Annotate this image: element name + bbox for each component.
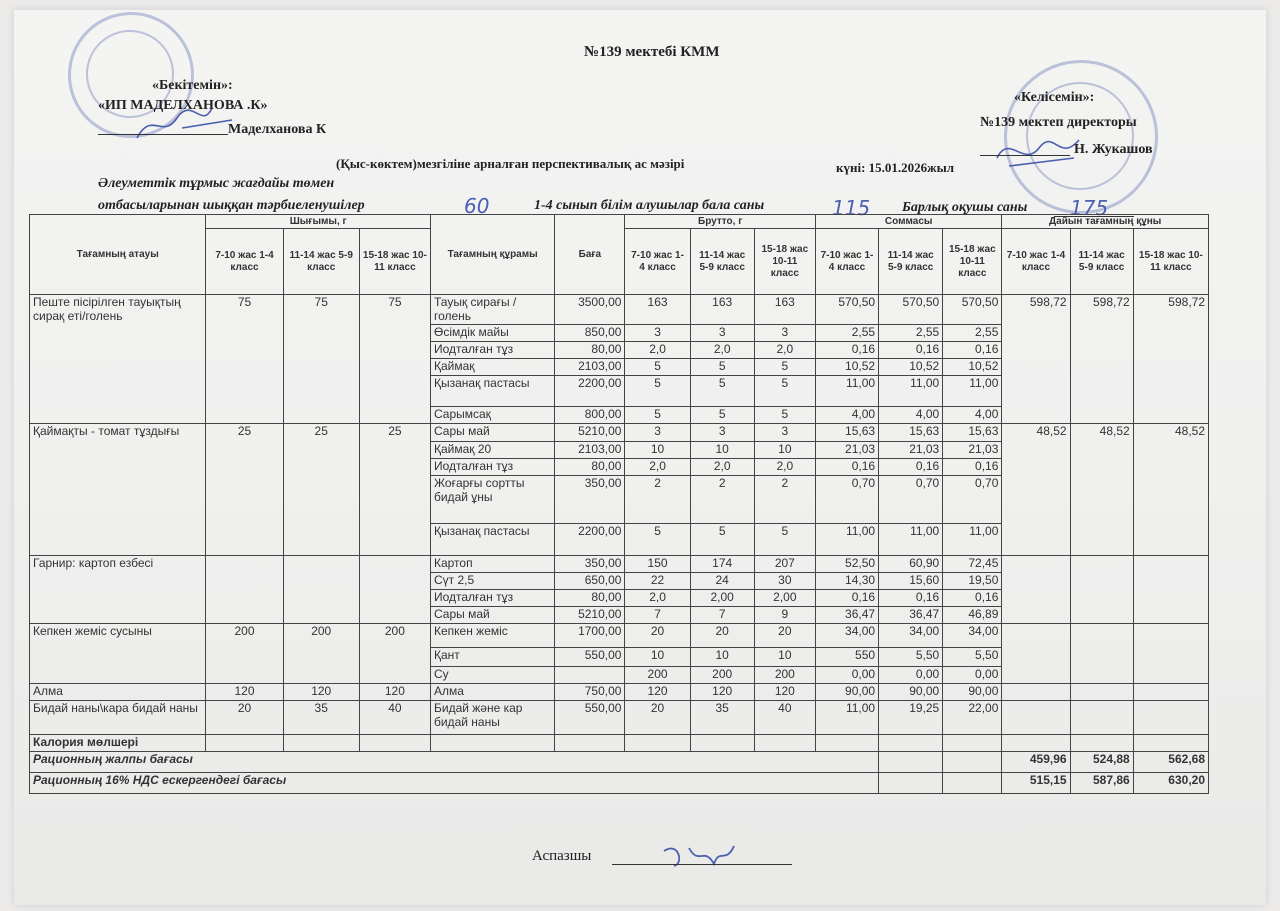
ready-cost: 598,72	[1133, 295, 1208, 424]
empty-cell	[943, 773, 1002, 794]
yield-value: 20	[206, 701, 283, 735]
header-ready: Дайын тағамның құны	[1002, 215, 1209, 229]
empty-cell	[625, 735, 690, 752]
total-label: Барлық оқушы саны	[902, 200, 1028, 215]
gross-value: 150	[625, 556, 690, 573]
ready-cost	[1070, 556, 1133, 624]
total-value: 562,68	[1133, 752, 1208, 773]
gross-value: 2,0	[754, 342, 815, 359]
gross-value: 2,00	[690, 590, 754, 607]
sum-value: 0,16	[943, 342, 1002, 359]
sum-value: 15,63	[879, 424, 943, 442]
empty-cell	[943, 735, 1002, 752]
ingredient: Иодталған тұз	[430, 590, 554, 607]
gross-value: 3	[625, 325, 690, 342]
sum-value: 4,00	[815, 407, 878, 424]
gross-value: 5	[690, 376, 754, 407]
gross-value: 40	[754, 701, 815, 735]
table-row	[30, 424, 1209, 442]
sum-value: 19,50	[943, 573, 1002, 590]
ready-cost	[1070, 624, 1133, 684]
sum-value: 0,00	[943, 667, 1002, 684]
gross-value: 5	[754, 376, 815, 407]
sum-value: 15,60	[879, 573, 943, 590]
yield-value: 200	[359, 624, 430, 684]
sum-value: 22,00	[943, 701, 1002, 735]
sum-value: 5,50	[943, 648, 1002, 667]
price: 2103,00	[555, 442, 625, 459]
ingredient: Иодталған тұз	[430, 459, 554, 476]
sum-value: 0,70	[879, 476, 943, 524]
gross-value: 2,0	[754, 459, 815, 476]
dish-name: Кепкен жеміс сусыны	[30, 624, 206, 684]
yield-value: 75	[283, 295, 359, 424]
ingredient: Қызанақ пастасы	[430, 524, 554, 556]
sum-value: 0,16	[879, 590, 943, 607]
gross-value: 5	[625, 524, 690, 556]
sum-value: 2,55	[879, 325, 943, 342]
header-sum-col: 15-18 жас 10-11 класс	[943, 229, 1002, 295]
calorie-label: Калория мөлшері	[30, 735, 206, 752]
yield-value	[359, 556, 430, 624]
sum-value: 60,90	[879, 556, 943, 573]
empty-cell	[879, 752, 943, 773]
header-gross: Брутто, г	[625, 215, 815, 229]
school-title: №139 мектебі КММ	[584, 44, 720, 60]
header-composition: Тағамның құрамы	[430, 215, 554, 295]
gross-value: 10	[625, 648, 690, 667]
header-ready-col: 7-10 жас 1-4 класс	[1002, 229, 1070, 295]
vat-value: 587,86	[1070, 773, 1133, 794]
gross-value: 5	[690, 407, 754, 424]
header-dish: Тағамның атауы	[30, 215, 206, 295]
cook-signature-line	[612, 864, 792, 865]
empty-cell	[879, 773, 943, 794]
sum-value: 15,63	[815, 424, 878, 442]
header-yield-col: 15-18 жас 10-11 класс	[359, 229, 430, 295]
sum-value: 10,52	[943, 359, 1002, 376]
agree-label: «Келісемін»:	[1014, 90, 1095, 105]
yield-value: 75	[359, 295, 430, 424]
sum-value: 2,55	[943, 325, 1002, 342]
ingredient: Картоп	[430, 556, 554, 573]
gross-value: 10	[625, 442, 690, 459]
sum-value: 0,00	[879, 667, 943, 684]
price: 5210,00	[555, 607, 625, 624]
gross-value: 5	[690, 524, 754, 556]
approve-label: «Бекітемін»:	[152, 78, 233, 93]
ingredient: Су	[430, 667, 554, 684]
gross-value: 30	[754, 573, 815, 590]
ready-cost	[1002, 624, 1070, 684]
gross-value: 2	[625, 476, 690, 524]
gross-value: 200	[754, 667, 815, 684]
empty-cell	[754, 735, 815, 752]
social-line-1: Әлеуметтік тұрмыс жағдайы төмен	[98, 176, 335, 191]
gross-value: 2,0	[625, 342, 690, 359]
gross-value: 3	[690, 424, 754, 442]
gross-value: 200	[690, 667, 754, 684]
ingredient: Сары май	[430, 607, 554, 624]
header-price: Баға	[555, 215, 625, 295]
sum-value: 570,50	[879, 295, 943, 325]
gross-value: 2,0	[690, 459, 754, 476]
gross-value: 20	[625, 624, 690, 648]
price: 750,00	[555, 684, 625, 701]
ready-cost	[1002, 684, 1070, 701]
sum-value: 0,16	[815, 590, 878, 607]
gross-value: 20	[625, 701, 690, 735]
cook-signature	[654, 836, 744, 876]
sum-value: 10,52	[879, 359, 943, 376]
sum-value: 36,47	[815, 607, 878, 624]
gross-value: 9	[754, 607, 815, 624]
ready-cost	[1070, 701, 1133, 735]
grade-label: 1-4 сынып білім алушылар бала саны	[534, 198, 765, 213]
price: 5210,00	[555, 424, 625, 442]
sum-value: 90,00	[943, 684, 1002, 701]
ingredient: Өсімдік майы	[430, 325, 554, 342]
dish-name: Бидай наны\кара бидай наны	[30, 701, 206, 735]
empty-cell	[1070, 735, 1133, 752]
yield-value: 25	[206, 424, 283, 556]
gross-value: 20	[690, 624, 754, 648]
price: 550,00	[555, 648, 625, 667]
yield-value: 25	[283, 424, 359, 556]
sum-value: 11,00	[879, 524, 943, 556]
price: 2103,00	[555, 359, 625, 376]
gross-value: 5	[754, 407, 815, 424]
social-count: 60	[464, 194, 490, 218]
sum-value: 0,16	[815, 459, 878, 476]
ingredient: Алма	[430, 684, 554, 701]
vat-label: Рационның 16% НДС ескергендегі бағасы	[30, 773, 879, 794]
header-yield-col: 7-10 жас 1-4 класс	[206, 229, 283, 295]
ingredient: Сарымсақ	[430, 407, 554, 424]
header-gross-col: 7-10 жас 1-4 класс	[625, 229, 690, 295]
gross-value: 10	[690, 648, 754, 667]
menu-table	[29, 214, 1209, 794]
ingredient: Сүт 2,5	[430, 573, 554, 590]
gross-value: 5	[625, 376, 690, 407]
gross-value: 2,00	[754, 590, 815, 607]
header-gross-col: 15-18 жас 10-11 класс	[754, 229, 815, 295]
empty-cell	[1133, 735, 1208, 752]
gross-value: 5	[754, 524, 815, 556]
ingredient: Иодталған тұз	[430, 342, 554, 359]
yield-value: 25	[359, 424, 430, 556]
ready-cost: 48,52	[1133, 424, 1208, 556]
sum-value: 36,47	[879, 607, 943, 624]
empty-cell	[206, 735, 283, 752]
total-value: 459,96	[1002, 752, 1070, 773]
empty-cell	[555, 735, 625, 752]
approve-org: «ИП МАДЕЛХАНОВА .К»	[98, 98, 268, 113]
gross-value: 3	[625, 424, 690, 442]
dish-name: Гарнир: картоп езбесі	[30, 556, 206, 624]
gross-value: 5	[625, 407, 690, 424]
vat-value: 630,20	[1133, 773, 1208, 794]
sum-value: 0,70	[943, 476, 1002, 524]
ready-cost: 598,72	[1070, 295, 1133, 424]
gross-value: 5	[690, 359, 754, 376]
sum-value: 46,89	[943, 607, 1002, 624]
sum-value: 4,00	[879, 407, 943, 424]
menu-title: (Қыс-көктем)мезгіліне арналған перспективалық ас мәзірі	[336, 156, 685, 171]
table-row	[30, 556, 1209, 573]
price: 2200,00	[555, 524, 625, 556]
header-sum-col: 11-14 жас 5-9 класс	[879, 229, 943, 295]
empty-cell	[815, 735, 878, 752]
sum-value: 11,00	[815, 701, 878, 735]
yield-value: 200	[283, 624, 359, 684]
table-row	[30, 624, 1209, 648]
gross-value: 2,0	[690, 342, 754, 359]
dish-name: Алма	[30, 684, 206, 701]
ready-cost	[1002, 701, 1070, 735]
price: 80,00	[555, 459, 625, 476]
sum-value: 11,00	[943, 524, 1002, 556]
empty-cell	[359, 735, 430, 752]
sum-value: 11,00	[815, 376, 878, 407]
gross-value: 7	[625, 607, 690, 624]
approve-name: Маделханова К	[228, 122, 327, 137]
ingredient: Кепкен жеміс	[430, 624, 554, 648]
sum-value: 19,25	[879, 701, 943, 735]
price: 350,00	[555, 556, 625, 573]
calorie-row	[30, 735, 1209, 752]
sum-value: 21,03	[879, 442, 943, 459]
ingredient: Қаймақ 20	[430, 442, 554, 459]
vat-row	[30, 773, 1209, 794]
yield-value: 120	[283, 684, 359, 701]
gross-value: 2	[754, 476, 815, 524]
gross-value: 24	[690, 573, 754, 590]
sum-value: 11,00	[943, 376, 1002, 407]
sum-value: 11,00	[879, 376, 943, 407]
gross-value: 200	[625, 667, 690, 684]
ready-cost: 48,52	[1002, 424, 1070, 556]
sum-value: 90,00	[815, 684, 878, 701]
header-sum-col: 7-10 жас 1-4 класс	[815, 229, 878, 295]
sum-value: 5,50	[879, 648, 943, 667]
grade-count: 115	[832, 196, 871, 220]
table-row	[30, 701, 1209, 735]
sum-value: 4,00	[943, 407, 1002, 424]
approve-signature-line	[98, 134, 228, 135]
ready-cost	[1133, 624, 1208, 684]
gross-value: 120	[625, 684, 690, 701]
sum-value: 90,00	[879, 684, 943, 701]
price	[555, 667, 625, 684]
sum-value: 21,03	[943, 442, 1002, 459]
price: 80,00	[555, 342, 625, 359]
header-gross-col: 11-14 жас 5-9 класс	[690, 229, 754, 295]
ready-cost	[1070, 684, 1133, 701]
sum-value: 52,50	[815, 556, 878, 573]
empty-cell	[879, 735, 943, 752]
gross-value: 22	[625, 573, 690, 590]
gross-value: 163	[754, 295, 815, 325]
dish-name: Қаймақты - томат тұздығы	[30, 424, 206, 556]
total-value: 524,88	[1070, 752, 1133, 773]
gross-value: 2,0	[625, 590, 690, 607]
sum-value: 72,45	[943, 556, 1002, 573]
sum-value: 10,52	[815, 359, 878, 376]
ready-cost	[1133, 556, 1208, 624]
vat-value: 515,15	[1002, 773, 1070, 794]
sum-value: 34,00	[815, 624, 878, 648]
gross-value: 35	[690, 701, 754, 735]
cook-label: Аспазшы	[532, 848, 592, 864]
table-row	[30, 295, 1209, 325]
yield-value: 200	[206, 624, 283, 684]
date-label: күні: 15.01.2026жыл	[836, 160, 955, 175]
price: 550,00	[555, 701, 625, 735]
agree-name: Н. Жукашов	[1074, 142, 1153, 157]
sum-value: 550	[815, 648, 878, 667]
sum-value: 34,00	[879, 624, 943, 648]
sum-value: 0,16	[879, 459, 943, 476]
ingredient: Жоғарғы сортты бидай ұны	[430, 476, 554, 524]
gross-value: 10	[690, 442, 754, 459]
gross-value: 163	[690, 295, 754, 325]
ready-cost: 48,52	[1070, 424, 1133, 556]
gross-value: 10	[754, 442, 815, 459]
price: 2200,00	[555, 376, 625, 407]
gross-value: 174	[690, 556, 754, 573]
sum-value: 21,03	[815, 442, 878, 459]
empty-cell	[690, 735, 754, 752]
total-row	[30, 752, 1209, 773]
ingredient: Тауық сирағы / голень	[430, 295, 554, 325]
price: 80,00	[555, 590, 625, 607]
sum-value: 2,55	[815, 325, 878, 342]
price: 850,00	[555, 325, 625, 342]
empty-cell	[943, 752, 1002, 773]
yield-value: 75	[206, 295, 283, 424]
agree-role: №139 мектеп директоры	[980, 115, 1137, 130]
gross-value: 20	[754, 624, 815, 648]
ingredient: Қызанақ пастасы	[430, 376, 554, 407]
gross-value: 3	[754, 325, 815, 342]
sum-value: 11,00	[815, 524, 878, 556]
gross-value: 7	[690, 607, 754, 624]
total-count: 175	[1070, 196, 1109, 220]
price: 800,00	[555, 407, 625, 424]
header-ready-col: 11-14 жас 5-9 класс	[1070, 229, 1133, 295]
sum-value: 15,63	[943, 424, 1002, 442]
header-sum: Соммасы	[815, 215, 1001, 229]
social-line-2: отбасыларынан шыққан тәрбиеленушілер	[98, 198, 365, 213]
dish-name: Пеште пісірілген тауықтың сирақ еті/голень	[30, 295, 206, 424]
yield-value: 120	[206, 684, 283, 701]
empty-cell	[430, 735, 554, 752]
gross-value: 5	[754, 359, 815, 376]
yield-value: 40	[359, 701, 430, 735]
header-yield: Шығымы, г	[206, 215, 431, 229]
price: 650,00	[555, 573, 625, 590]
yield-value	[283, 556, 359, 624]
ready-cost	[1133, 684, 1208, 701]
price: 350,00	[555, 476, 625, 524]
yield-value: 120	[359, 684, 430, 701]
sum-value: 14,30	[815, 573, 878, 590]
gross-value: 207	[754, 556, 815, 573]
gross-value: 2,0	[625, 459, 690, 476]
gross-value: 163	[625, 295, 690, 325]
sum-value: 0,00	[815, 667, 878, 684]
ready-cost	[1133, 701, 1208, 735]
sum-value: 0,16	[943, 590, 1002, 607]
gross-value: 120	[690, 684, 754, 701]
gross-value: 3	[754, 424, 815, 442]
header-ready-col: 15-18 жас 10-11 класс	[1133, 229, 1208, 295]
sum-value: 570,50	[943, 295, 1002, 325]
sum-value: 0,16	[879, 342, 943, 359]
sum-value: 570,50	[815, 295, 878, 325]
gross-value: 120	[754, 684, 815, 701]
table-row	[30, 684, 1209, 701]
gross-value: 3	[690, 325, 754, 342]
ingredient: Сары май	[430, 424, 554, 442]
empty-cell	[1002, 735, 1070, 752]
gross-value: 2	[690, 476, 754, 524]
ready-cost	[1002, 556, 1070, 624]
yield-value	[206, 556, 283, 624]
sum-value: 34,00	[943, 624, 1002, 648]
gross-value: 5	[625, 359, 690, 376]
gross-value: 10	[754, 648, 815, 667]
price: 3500,00	[555, 295, 625, 325]
sum-value: 0,70	[815, 476, 878, 524]
empty-cell	[283, 735, 359, 752]
header-yield-col: 11-14 жас 5-9 класс	[283, 229, 359, 295]
yield-value: 35	[283, 701, 359, 735]
ingredient: Қаймақ	[430, 359, 554, 376]
ready-cost: 598,72	[1002, 295, 1070, 424]
ingredient: Қант	[430, 648, 554, 667]
ingredient: Бидай және кар бидай наны	[430, 701, 554, 735]
agree-signature-line	[980, 155, 1070, 156]
price: 1700,00	[555, 624, 625, 648]
total-label: Рационның жалпы бағасы	[30, 752, 879, 773]
sum-value: 0,16	[815, 342, 878, 359]
sum-value: 0,16	[943, 459, 1002, 476]
